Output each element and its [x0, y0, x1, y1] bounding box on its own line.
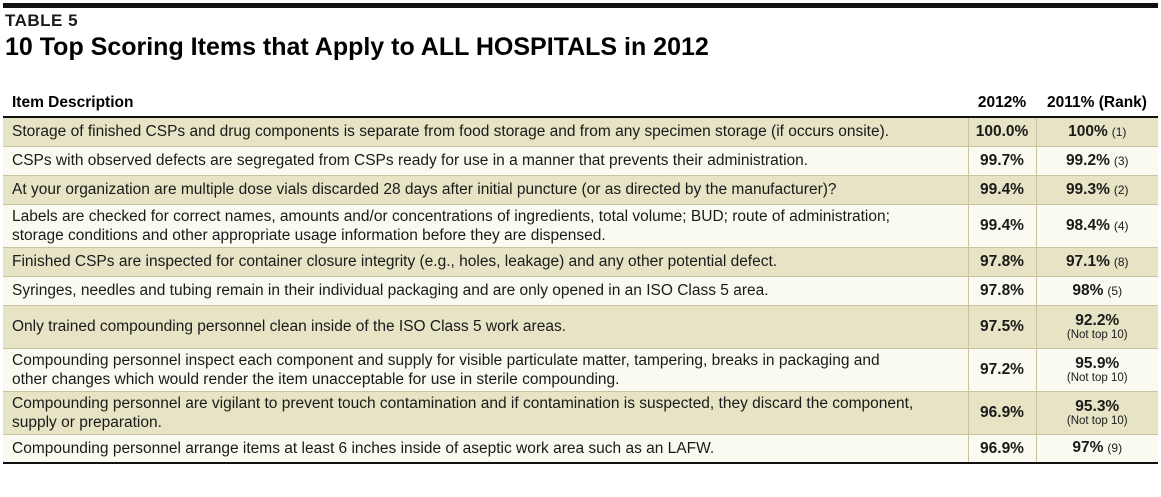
table-row — [3, 175, 1158, 204]
value-2012: 96.9% — [968, 434, 1036, 463]
value-2011-percent: 99.2% — [1065, 151, 1110, 169]
value-2011-percent: 92.2% — [1075, 311, 1120, 329]
table-row — [3, 434, 1158, 463]
table-label: TABLE 5 — [5, 11, 79, 30]
item-description — [3, 146, 968, 175]
not-top-10-note: (Not top 10) — [1066, 328, 1128, 341]
table-row — [3, 276, 1158, 305]
value-2012: 97.8% — [968, 276, 1036, 305]
item-description — [3, 117, 968, 146]
table-row — [3, 391, 1158, 434]
value-2011 — [1036, 146, 1158, 175]
description-line: other changes which would render the item unacceptable for use in sterile compounding. — [12, 370, 620, 388]
value-2012: 96.9% — [968, 391, 1036, 434]
description-line: Storage of finished CSPs and drug components is separate from food storage and from any specimen storage (if occurs onsite). — [12, 123, 890, 141]
value-2011 — [1036, 247, 1158, 276]
value-2011 — [1036, 204, 1158, 247]
value-2012: 99.7% — [968, 146, 1036, 175]
value-2012: 100.0% — [968, 117, 1036, 146]
value-2011-percent: 98.4% — [1065, 216, 1110, 234]
table-row — [3, 204, 1158, 247]
data-table — [3, 84, 1158, 464]
value-2011-percent: 97.1% — [1065, 252, 1110, 270]
rank-2011: (4) — [1113, 218, 1129, 233]
rank-2011: (5) — [1107, 283, 1123, 298]
item-description — [3, 276, 968, 305]
item-description — [3, 247, 968, 276]
value-2011 — [1036, 348, 1158, 391]
value-2011-percent: 95.3% — [1075, 397, 1120, 415]
description-line: storage conditions and other appropriate usage information before they are dispensed. — [12, 226, 606, 244]
value-2011 — [1036, 305, 1158, 348]
table-row — [3, 348, 1158, 391]
table-title: 10 Top Scoring Items that Apply to ALL HOSPITALS in 2012 — [5, 33, 709, 61]
value-2012: 97.8% — [968, 247, 1036, 276]
column-header-2012: 2012% — [977, 94, 1027, 111]
description-line: Syringes, needles and tubing remain in their individual packaging and are only opened in an ISO Class 5 area. — [12, 282, 769, 299]
value-2012: 99.4% — [968, 204, 1036, 247]
description-line: Compounding personnel are vigilant to prevent touch contamination and if contamination is suspected, they discard the component, — [12, 394, 914, 412]
rank-2011: (8) — [1113, 254, 1129, 269]
value-2012: 97.2% — [968, 348, 1036, 391]
value-2011-percent: 99.3% — [1065, 180, 1110, 198]
value-2011 — [1036, 434, 1158, 463]
column-header-2011: 2011% (Rank) — [1047, 94, 1147, 111]
not-top-10-note: (Not top 10) — [1066, 414, 1128, 427]
item-description — [3, 204, 968, 247]
top-rule — [3, 3, 1158, 8]
header-row — [3, 84, 1158, 117]
value-2012: 97.5% — [968, 305, 1036, 348]
value-2011-percent: 98% — [1072, 281, 1104, 299]
rank-2011: (3) — [1113, 153, 1129, 168]
value-2011 — [1036, 117, 1158, 146]
item-description — [3, 391, 968, 434]
rank-2011: (2) — [1113, 182, 1129, 197]
description-line: Only trained compounding personnel clean inside of the ISO Class 5 work areas. — [12, 318, 566, 335]
value-2011-percent: 100% — [1068, 122, 1108, 140]
description-line: supply or preparation. — [12, 413, 162, 431]
table-row — [3, 146, 1158, 175]
table-body — [3, 117, 1158, 463]
value-2011-percent: 95.9% — [1075, 354, 1120, 372]
item-description — [3, 348, 968, 391]
table-row — [3, 305, 1158, 348]
not-top-10-note: (Not top 10) — [1066, 371, 1128, 384]
description-line: Labels are checked for correct names, amounts and/or concentrations of ingredients, total volume; BUD; route of administration; — [12, 207, 890, 225]
table-row — [3, 247, 1158, 276]
description-line: At your organization are multiple dose vials discarded 28 days after initial puncture (or as directed by the manufacturer)? — [12, 181, 837, 198]
item-description — [3, 175, 968, 204]
value-2011 — [1036, 391, 1158, 434]
description-line: CSPs with observed defects are segregated from CSPs ready for use in a manner that prevents their administration. — [12, 152, 809, 169]
table-row — [3, 117, 1158, 146]
value-2012: 99.4% — [968, 175, 1036, 204]
description-line: Finished CSPs are inspected for container closure integrity (e.g., holes, leakage) and any other potential defect. — [12, 253, 778, 270]
value-2011 — [1036, 175, 1158, 204]
description-line: Compounding personnel arrange items at least 6 inches inside of aseptic work area such as an LAFW. — [12, 439, 715, 457]
column-header-description: Item Description — [12, 94, 134, 111]
value-2011-percent: 97% — [1072, 439, 1104, 457]
value-2011 — [1036, 276, 1158, 305]
item-description — [3, 434, 968, 463]
item-description — [3, 305, 968, 348]
description-line: Compounding personnel inspect each component and supply for visible particulate matter, tampering, breaks in packaging and — [12, 351, 880, 369]
rank-2011: (9) — [1107, 441, 1123, 456]
rank-2011: (1) — [1111, 124, 1127, 139]
